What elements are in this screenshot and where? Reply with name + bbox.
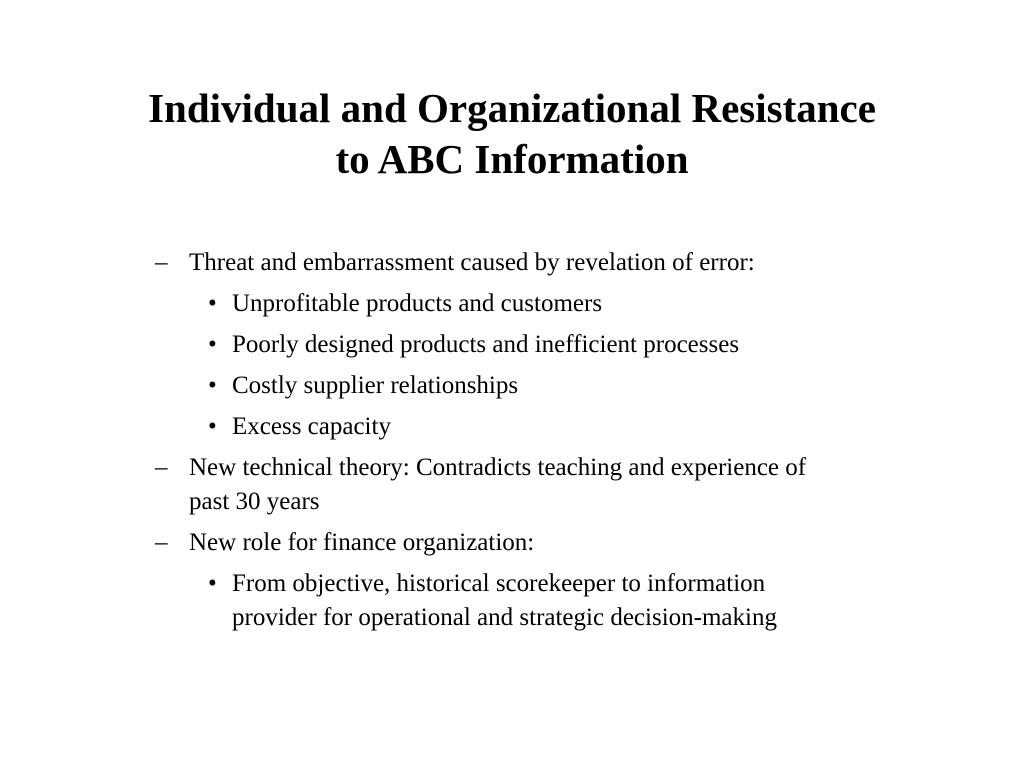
dash-marker: – [155, 249, 168, 276]
list-item-line: Costly supplier relationships [232, 372, 519, 399]
list-item-text [232, 567, 777, 635]
list-item-line: provider for operational and strategic decision-making [232, 604, 777, 631]
list-item-line: Unprofitable products and customers [232, 290, 603, 317]
list-item-text [232, 287, 602, 321]
bullet-marker: • [208, 290, 217, 317]
list-item-text [189, 451, 806, 519]
list-item-text [232, 328, 739, 362]
slide-title-line-2: to ABC Information [335, 136, 689, 182]
list-item-line: From objective, historical scorekeeper to information [232, 570, 766, 597]
bullet-marker: • [208, 413, 217, 440]
list-item-line: Poorly designed products and inefficient processes [232, 331, 740, 358]
list-item-text [232, 369, 518, 403]
list-item-text [189, 246, 755, 280]
list-item-line: past 30 years [189, 488, 320, 515]
slide-title-line-1: Individual and Organizational Resistance [148, 85, 876, 131]
list-item-line: Excess capacity [232, 413, 391, 440]
bullet-marker: • [208, 372, 217, 399]
list-item-line: New technical theory: Contradicts teaching and experience of [189, 454, 807, 481]
slide-title [0, 83, 1024, 185]
list-item-line: Threat and embarrassment caused by revelation of error: [189, 249, 755, 276]
list-item-text [232, 410, 391, 444]
dash-marker: – [155, 529, 168, 556]
list-item-line: New role for finance organization: [189, 529, 535, 556]
bullet-marker: • [208, 331, 217, 358]
bullet-marker: • [208, 570, 217, 597]
list-item-text [189, 526, 534, 560]
dash-marker: – [155, 454, 168, 481]
